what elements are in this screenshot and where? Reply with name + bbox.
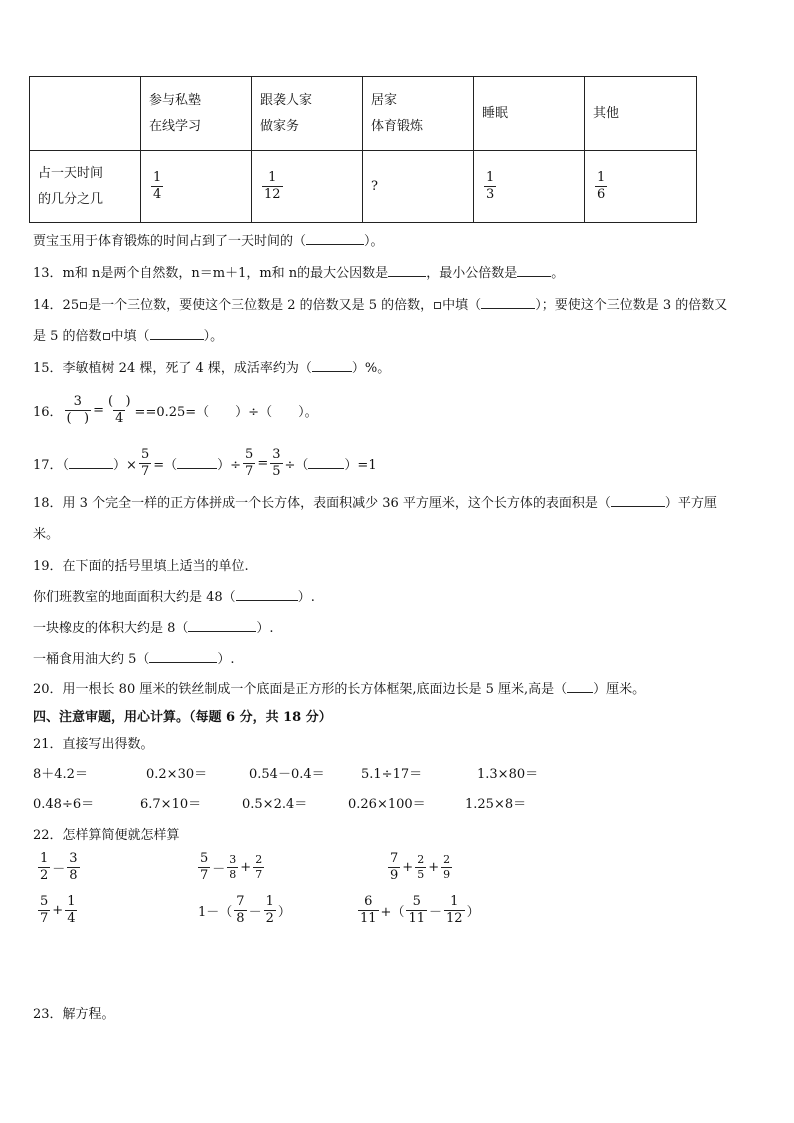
q20-question: 20．用一根长 80 厘米的铁丝制成一个底面是正方形的长方体框架,底面边长是 5 厘米,高是（ ）厘米。 [33, 682, 646, 697]
answer-blank[interactable] [69, 457, 113, 469]
answer-blank[interactable] [177, 457, 217, 469]
fraction: $\frac{5}{7}$ [140, 446, 150, 479]
q22-expr-1: $\frac{1}{2}$ － $\frac{3}{8}$ [40, 850, 78, 883]
q18-question-line2: 米。 [33, 527, 60, 542]
header-sleep: 睡眠 [474, 77, 585, 151]
q22-expr-3: $\frac{7}{9}$ + $\frac{2}{5}$ + $\frac{2}{9}$ [390, 850, 451, 883]
answer-blank[interactable] [611, 495, 665, 507]
q21-item: 0.2×30＝ [146, 767, 208, 782]
fraction: $\frac{( )}{4}$ [108, 393, 131, 426]
fraction: $\frac{2}{9}$ [443, 852, 451, 881]
time-table [29, 76, 697, 223]
q21-item: 0.48÷6＝ [33, 797, 95, 812]
q19-line3: 一桶食用油大约 5（ ）. [33, 652, 235, 667]
unknown-cell: ? [363, 151, 474, 223]
fraction: $\frac{3}{8}$ [69, 850, 78, 883]
fraction-cell [474, 151, 585, 223]
header-other: 其他 [585, 77, 697, 151]
fraction: $\frac{7}{8}$ [236, 893, 245, 926]
fraction: $\frac{1}{12}$ [446, 893, 463, 926]
fraction: $\frac{3}{( )}$ [66, 393, 90, 426]
digit-box-icon [80, 302, 87, 309]
answer-blank[interactable] [308, 457, 344, 469]
answer-blank[interactable] [312, 360, 352, 372]
answer-blank[interactable] [388, 265, 426, 277]
q21-title: 21．直接写出得数。 [33, 737, 154, 752]
q18-question-line1: 18．用 3 个完全一样的正方体拼成一个长方体，表面积减少 36 平方厘米，这个长方体的表面积是（ ）平方厘 [33, 496, 717, 511]
q23-title: 23．解方程。 [33, 1007, 115, 1022]
table-corner-cell [30, 77, 141, 151]
q21-item: 1.25×8＝ [465, 797, 527, 812]
blank-denominator[interactable]: ( ) [66, 410, 90, 426]
q12-question: 贾宝玉用于体育锻炼的时间占到了一天时间的（ ）。 [33, 234, 384, 249]
answer-blank[interactable] [149, 651, 217, 663]
q22-expr-6: $\frac{6}{11}$ +（ $\frac{5}{11}$ － $\frac{1}{12}$ ） [360, 893, 480, 926]
answer-blank[interactable] [481, 297, 535, 309]
fraction: $\frac{7}{9}$ [390, 850, 399, 883]
fraction: $\frac{5}{7}$ [200, 850, 209, 883]
q14-question-line2: 是 5 的倍数 中填（ ）。 [33, 329, 224, 344]
table-data-row [30, 151, 697, 223]
header-exercise: 居家 体育锻炼 [363, 77, 474, 151]
q19-line2: 一块橡皮的体积大约是 8（ ）. [33, 621, 274, 636]
q21-item: 0.54－0.4＝ [249, 767, 325, 782]
header-online-study: 参与私塾 在线学习 [141, 77, 252, 151]
q17-question: 17．（ ）× $\frac{5}{7}$ =（ ）÷ $\frac{5}{7}$ = $\frac{3}{5}$ ÷（ ）=1 [33, 446, 377, 479]
header-housework: 跟袭人家 做家务 [252, 77, 363, 151]
fraction: $\frac{3}{5}$ [272, 446, 281, 479]
fraction: $\frac{1}{12}$ [264, 170, 281, 202]
fraction: $\frac{5}{11}$ [408, 893, 425, 926]
fraction: $\frac{5}{7}$ [40, 893, 49, 926]
q21-item: 0.5×2.4＝ [242, 797, 308, 812]
fraction: $\frac{6}{11}$ [360, 893, 377, 926]
row-label: 占一天时间 的几分之几 [30, 151, 141, 223]
fraction: $\frac{1}{4}$ [153, 170, 162, 202]
fraction: $\frac{1}{2}$ [265, 893, 274, 926]
q22-expr-5: 1－（ $\frac{7}{8}$ － $\frac{1}{2}$ ） [198, 893, 291, 926]
q21-item: 1.3×80＝ [477, 767, 539, 782]
answer-blank[interactable] [236, 589, 298, 601]
fraction: $\frac{5}{7}$ [245, 446, 254, 479]
answer-blank[interactable] [188, 620, 256, 632]
digit-box-icon [103, 333, 110, 340]
q22-expr-2: $\frac{5}{7}$ － $\frac{3}{8}$ + $\frac{2}{7}$ [200, 850, 263, 883]
fraction: $\frac{2}{5}$ [417, 852, 425, 881]
section-4-heading: 四、注意审题，用心计算。（每题 6 分，共 18 分） [33, 710, 332, 725]
q15-question: 15．李敏植树 24 棵，死了 4 棵，成活率约为（ ）%。 [33, 361, 391, 376]
q16-question: 16． $\frac{3}{( )}$ = $\frac{( )}{4}$ ==0.25=（ ）÷（ ）。 [33, 393, 318, 426]
blank-numerator[interactable]: ( ) [108, 393, 131, 409]
q19-title: 19．在下面的括号里填上适当的单位. [33, 559, 249, 574]
answer-blank[interactable] [517, 265, 551, 277]
answer-blank[interactable] [306, 233, 364, 245]
answer-blank[interactable] [567, 681, 593, 693]
q21-item: 0.26×100＝ [348, 797, 426, 812]
answer-blank[interactable] [150, 328, 204, 340]
q14-question-line1: 14．25 是一个三位数，要使这个三位数是 2 的倍数又是 5 的倍数， 中填（ ）；要使这个三位数是 3 的倍数又 [33, 298, 728, 313]
q21-item: 8＋4.2＝ [33, 767, 88, 782]
fraction: $\frac{1}{6}$ [597, 170, 606, 202]
fraction: $\frac{3}{8}$ [229, 852, 237, 881]
fraction-cell [141, 151, 252, 223]
fraction: $\frac{2}{7}$ [255, 852, 263, 881]
fraction-cell [585, 151, 697, 223]
q21-item: 5.1÷17＝ [361, 767, 423, 782]
q21-item: 6.7×10＝ [140, 797, 202, 812]
fraction: $\frac{1}{2}$ [40, 850, 49, 883]
fraction: $\frac{1}{4}$ [67, 893, 76, 926]
table-header-row [30, 77, 697, 151]
q22-expr-4: $\frac{5}{7}$ + $\frac{1}{4}$ [40, 893, 76, 926]
q22-title: 22．怎样算简便就怎样算 [33, 828, 180, 843]
q13-question: 13．m和 n是两个自然数，n＝m＋1，m和 n的最大公因数是 ，最小公倍数是 。 [33, 266, 565, 281]
fraction: $\frac{1}{3}$ [486, 170, 495, 202]
fraction-cell [252, 151, 363, 223]
digit-box-icon [434, 302, 441, 309]
q19-line1: 你们班教室的地面面积大约是 48（ ）. [33, 590, 315, 605]
